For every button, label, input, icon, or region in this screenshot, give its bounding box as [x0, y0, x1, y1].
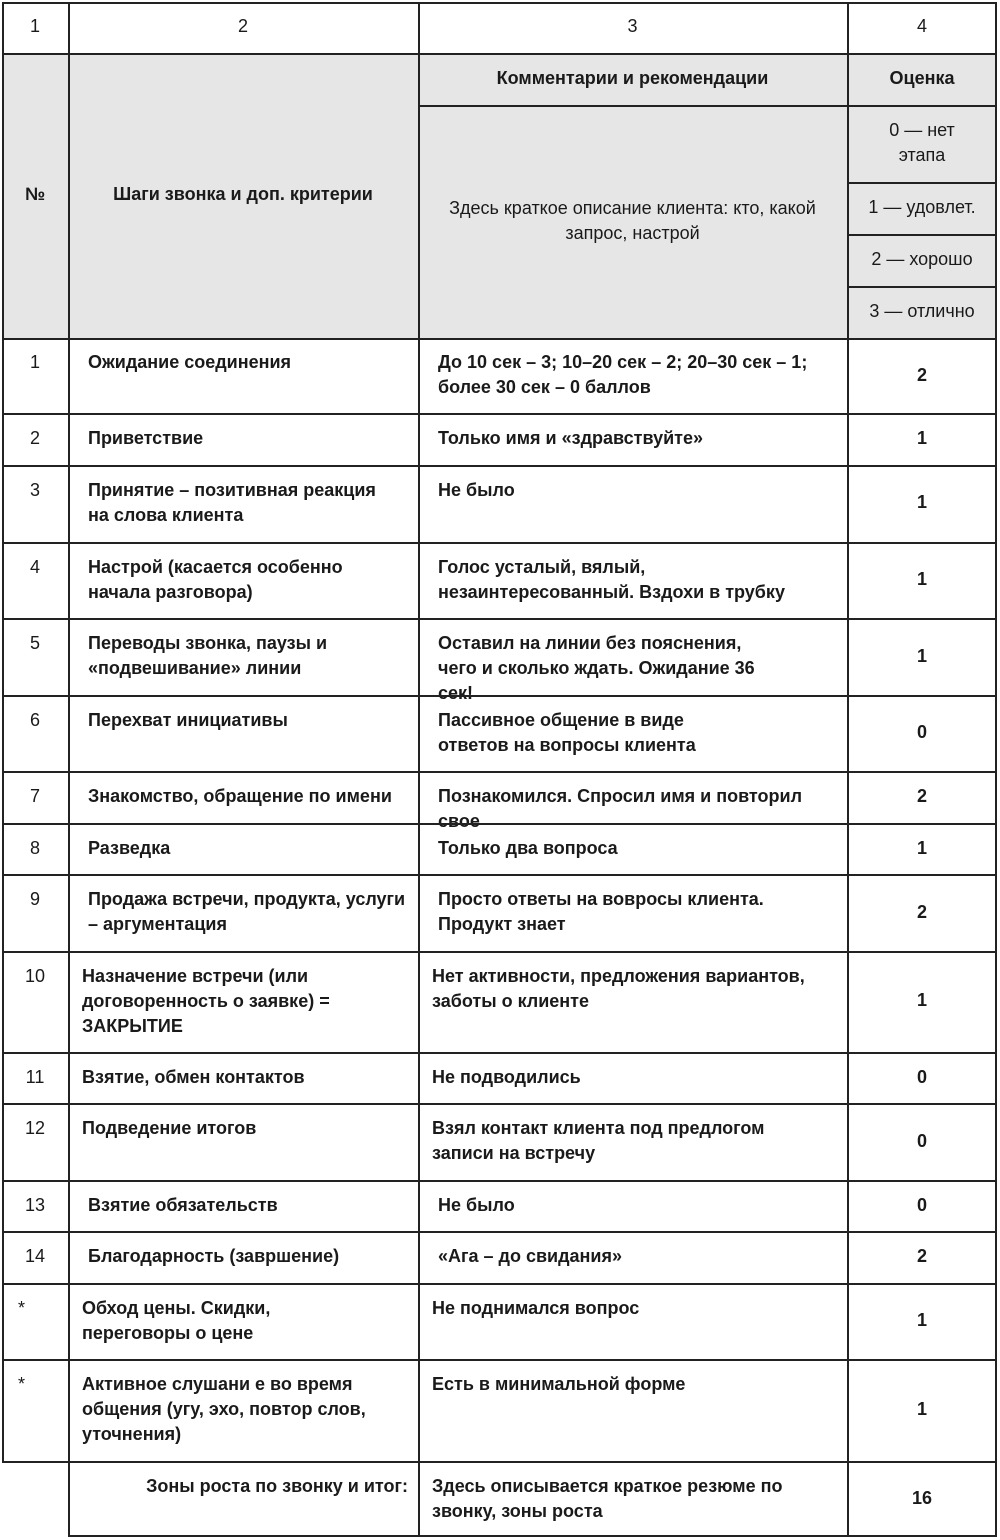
row-step: Переводы звонка, паузы и «подвешивание» линии	[88, 633, 328, 678]
row-number: 5	[29, 633, 40, 653]
grid-line	[2, 951, 997, 953]
row-number: 14	[24, 1246, 46, 1266]
row-step: Подведение итогов	[82, 1118, 257, 1138]
grid-line	[2, 823, 997, 825]
header-number: №	[24, 184, 46, 204]
row-score: 2	[916, 365, 927, 385]
grid-line	[2, 1231, 997, 1233]
grid-line	[2, 1461, 997, 1463]
row-step: Благодарность (завршение)	[88, 1246, 340, 1266]
row-comment: Взял контакт клиента под предлогом записи на встречу	[432, 1118, 765, 1163]
grid-line	[2, 771, 997, 773]
scale-1: 1 — удовлет.	[868, 197, 976, 217]
row-step: Продажа встречи, продукта, услуги – аргументация	[88, 889, 406, 934]
header-comments: Комментарии и рекомендации	[496, 68, 769, 88]
row-comment: Не подводились	[432, 1067, 581, 1087]
row-score: 0	[916, 1067, 927, 1087]
grid-line	[2, 338, 997, 340]
grid-line	[847, 182, 997, 184]
row-score: 0	[916, 722, 927, 742]
row-number: 9	[29, 889, 40, 909]
grid-line	[2, 695, 997, 697]
row-step: Перехват инициативы	[88, 710, 288, 730]
row-number: 10	[24, 966, 46, 986]
grid-line	[2, 1359, 997, 1361]
header-score: Оценка	[889, 68, 955, 88]
row-step: Настрой (касается особенно начала разговора)	[88, 557, 343, 602]
row-score: 1	[916, 492, 927, 512]
scale-3: 3 — отлично	[869, 301, 975, 321]
header-steps: Шаги звонка и доп. критерии	[113, 184, 373, 204]
row-comment: Познакомился. Спросил имя и повторил свое	[438, 786, 802, 831]
row-comment: Есть в минимальной форме	[432, 1374, 686, 1394]
row-score: 1	[916, 1399, 927, 1419]
row-number: 13	[24, 1195, 46, 1215]
col-number-4: 4	[916, 16, 927, 36]
grid-line	[847, 234, 997, 236]
row-score: 1	[916, 838, 927, 858]
row-step: Взятие, обмен контактов	[82, 1067, 305, 1087]
row-step: Взятие обязательств	[88, 1195, 278, 1215]
grid-line	[2, 2, 4, 1461]
row-number: 4	[29, 557, 40, 577]
row-comment: Только два вопроса	[438, 838, 618, 858]
row-number: 1	[29, 352, 40, 372]
grid-line	[995, 2, 997, 1537]
row-comment: «Ага – до свидания»	[438, 1246, 622, 1266]
grid-line	[2, 465, 997, 467]
grid-line	[68, 1535, 997, 1537]
row-step: Активное слушани е во время общения (угу, эхо, повтор слов, уточнения)	[82, 1374, 366, 1444]
grid-line	[2, 1052, 997, 1054]
grid-line	[2, 413, 997, 415]
grid-line	[418, 105, 997, 107]
row-comment: Только имя и «здравствуйте»	[438, 428, 703, 448]
row-comment: До 10 сек – 3; 10–20 сек – 2; 20–30 сек – 1; более 30 сек – 0 баллов	[438, 352, 808, 397]
evaluation-table	[2, 2, 997, 1537]
row-step: Приветствие	[88, 428, 204, 448]
scale-0: 0 — нет этапа	[889, 120, 955, 165]
row-score: 0	[916, 1195, 927, 1215]
row-comment: Не было	[438, 480, 515, 500]
grid-line	[2, 1180, 997, 1182]
row-number: 6	[29, 710, 40, 730]
row-score: 0	[916, 1131, 927, 1151]
grid-line	[2, 1283, 997, 1285]
row-step: Принятие – позитивная реакция на слова клиента	[88, 480, 376, 525]
row-comment: Голос усталый, вялый, незаинтересованный. Вздохи в трубку	[438, 557, 785, 602]
row-comment: Не было	[438, 1195, 515, 1215]
row-step: Назначение встречи (или договоренность о заявке) = ЗАКРЫТИЕ	[82, 966, 330, 1036]
col-number-3: 3	[627, 16, 638, 36]
grid-line	[2, 542, 997, 544]
row-comment: Нет активности, предложения вариантов, заботы о клиенте	[432, 966, 805, 1011]
row-score: 1	[916, 646, 927, 666]
grid-line	[2, 618, 997, 620]
row-comment: Оставил на линии без пояснения, чего и сколько ждать. Ожидание 36 сек!	[438, 633, 755, 703]
col-number-1: 1	[29, 16, 40, 36]
row-score: 1	[916, 569, 927, 589]
row-score: 2	[916, 1246, 927, 1266]
row-score: 1	[916, 428, 927, 448]
summary-comment: Здесь описывается краткое резюме по звонку, зоны роста	[432, 1476, 783, 1521]
row-number: 8	[29, 838, 40, 858]
summary-total: 16	[911, 1488, 933, 1508]
row-step: Ожидание соединения	[88, 352, 292, 372]
grid-line	[847, 2, 849, 1537]
row-step: Разведка	[88, 838, 171, 858]
row-score: 2	[916, 902, 927, 922]
grid-line	[418, 2, 420, 1537]
client-description: Здесь краткое описание клиента: кто, какой запрос, настрой	[449, 198, 816, 243]
grid-line	[68, 2, 70, 1537]
row-number: 11	[25, 1067, 45, 1087]
row-number: 12	[24, 1118, 46, 1138]
row-score: 1	[916, 1310, 927, 1330]
row-score: 2	[916, 786, 927, 806]
row-number: 2	[29, 428, 40, 448]
grid-line	[847, 286, 997, 288]
row-step: Знакомство, обращение по имени	[88, 786, 392, 806]
row-number: *	[18, 1298, 26, 1318]
row-comment: Просто ответы на вовросы клиента. Продукт знает	[438, 889, 764, 934]
grid-line	[2, 1103, 997, 1105]
row-score: 1	[916, 990, 927, 1010]
row-step: Обход цены. Скидки, переговоры о цене	[82, 1298, 271, 1343]
summary-label: Зоны роста по звонку и итог:	[146, 1476, 408, 1496]
row-comment: Пассивное общение в виде ответов на вопросы клиента	[438, 710, 696, 755]
row-comment: Не поднимался вопрос	[432, 1298, 640, 1318]
row-number: *	[18, 1374, 26, 1394]
grid-line	[2, 53, 997, 55]
row-number: 7	[29, 786, 40, 806]
col-number-2: 2	[237, 16, 248, 36]
scale-2: 2 — хорошо	[871, 249, 973, 269]
row-number: 3	[29, 480, 40, 500]
grid-line	[2, 874, 997, 876]
grid-line	[2, 2, 997, 4]
